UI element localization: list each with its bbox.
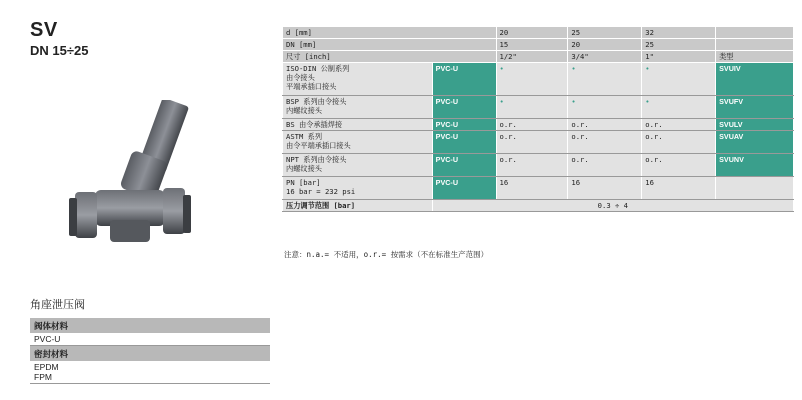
row-label-line: BS 由令承插焊接 (286, 120, 343, 129)
value-cell: • (568, 96, 642, 119)
value-cell: 16 (642, 177, 716, 200)
type-code: SVUAV (716, 131, 794, 154)
product-name: 角座泄压阀 (30, 299, 85, 311)
seal-material-label: 密封材料 (30, 346, 270, 361)
spec-table (282, 26, 794, 212)
header-cell (716, 39, 794, 51)
row-label-line: 内螺纹接头 (286, 106, 322, 115)
row-label-line: 由令平端承插口接头 (286, 141, 351, 150)
header-cell: DN [mm] (283, 39, 497, 51)
table-row (283, 154, 794, 177)
header-cell: 15 (496, 39, 568, 51)
row-label-line: 16 bar = 232 psi (286, 187, 356, 196)
row-label (283, 154, 433, 177)
materials-panel (30, 318, 270, 384)
value-cell: o.r. (496, 119, 568, 131)
value-cell: • (642, 63, 716, 96)
product-header (30, 20, 270, 58)
row-label (283, 119, 433, 131)
value-cell: o.r. (642, 119, 716, 131)
footnote: 注意：n.a.= 不适用，o.r.= 按需求（不在标准生产范围） (284, 250, 489, 259)
material-cell: PVC-U (432, 154, 496, 177)
material-cell: PVC-U (432, 119, 496, 131)
row-label-line: BSP 系列由令接头 (286, 97, 347, 106)
body-material-value: PVC-U (34, 334, 61, 344)
table-row (283, 27, 794, 39)
seal-material-values (30, 361, 270, 384)
value-cell: o.r. (496, 131, 568, 154)
value-cell: 16 (496, 177, 568, 200)
table-row (283, 63, 794, 96)
product-title: SV (30, 19, 58, 41)
row-label (283, 96, 433, 119)
row-label (283, 177, 433, 200)
product-subtitle: DN 15÷25 (30, 43, 89, 58)
header-cell: 20 (496, 27, 568, 39)
valve-image (55, 100, 205, 270)
value-cell: • (496, 96, 568, 119)
row-label (283, 63, 433, 96)
header-cell: 25 (568, 27, 642, 39)
pressure-label: 压力调节范围 [bar] (283, 200, 433, 212)
table-row (283, 39, 794, 51)
table-row (283, 119, 794, 131)
value-cell: o.r. (568, 131, 642, 154)
type-code: SVUFV (716, 96, 794, 119)
type-code (716, 177, 794, 200)
body-material-values (30, 333, 270, 346)
header-cell: d [mm] (283, 27, 497, 39)
seal-material-value: FPM (34, 372, 52, 382)
value-cell: o.r. (568, 154, 642, 177)
type-header: 类型 (716, 51, 794, 63)
value-cell: 16 (568, 177, 642, 200)
material-cell: PVC-U (432, 63, 496, 96)
row-label-line: NPT 系列由令接头 (286, 155, 347, 164)
header-cell: 1/2" (496, 51, 568, 63)
row-label-line: 平端承插口接头 (286, 82, 337, 91)
value-cell: o.r. (568, 119, 642, 131)
value-cell: o.r. (642, 154, 716, 177)
row-label-line: PN [bar] (286, 178, 321, 187)
type-code: SVUIV (716, 63, 794, 96)
body-material-label: 阀体材料 (30, 318, 270, 333)
table-row (283, 177, 794, 200)
value-cell: • (496, 63, 568, 96)
header-cell (716, 27, 794, 39)
table-row (283, 96, 794, 119)
table-row (283, 51, 794, 63)
value-cell: o.r. (642, 131, 716, 154)
type-code: SVULV (716, 119, 794, 131)
table-row (283, 131, 794, 154)
header-cell: 20 (568, 39, 642, 51)
row-label (283, 131, 433, 154)
header-cell: 尺寸 [inch] (283, 51, 497, 63)
row-label-line: ISO-DIN 公制系列 (286, 64, 350, 73)
value-cell: • (642, 96, 716, 119)
row-label-line: 内螺纹接头 (286, 164, 322, 173)
value-cell: • (568, 63, 642, 96)
material-cell: PVC-U (432, 96, 496, 119)
row-label-line: ASTM 系列 (286, 132, 323, 141)
seal-material-value: EPDM (34, 362, 59, 372)
type-code: SVUNV (716, 154, 794, 177)
header-cell: 32 (642, 27, 716, 39)
material-cell: PVC-U (432, 177, 496, 200)
value-cell: o.r. (496, 154, 568, 177)
header-cell: 3/4" (568, 51, 642, 63)
material-cell: PVC-U (432, 131, 496, 154)
header-cell: 25 (642, 39, 716, 51)
row-label-line: 由令接头 (286, 73, 315, 82)
pressure-value: 0.3 ÷ 4 (432, 200, 793, 212)
table-row (283, 200, 794, 212)
header-cell: 1" (642, 51, 716, 63)
